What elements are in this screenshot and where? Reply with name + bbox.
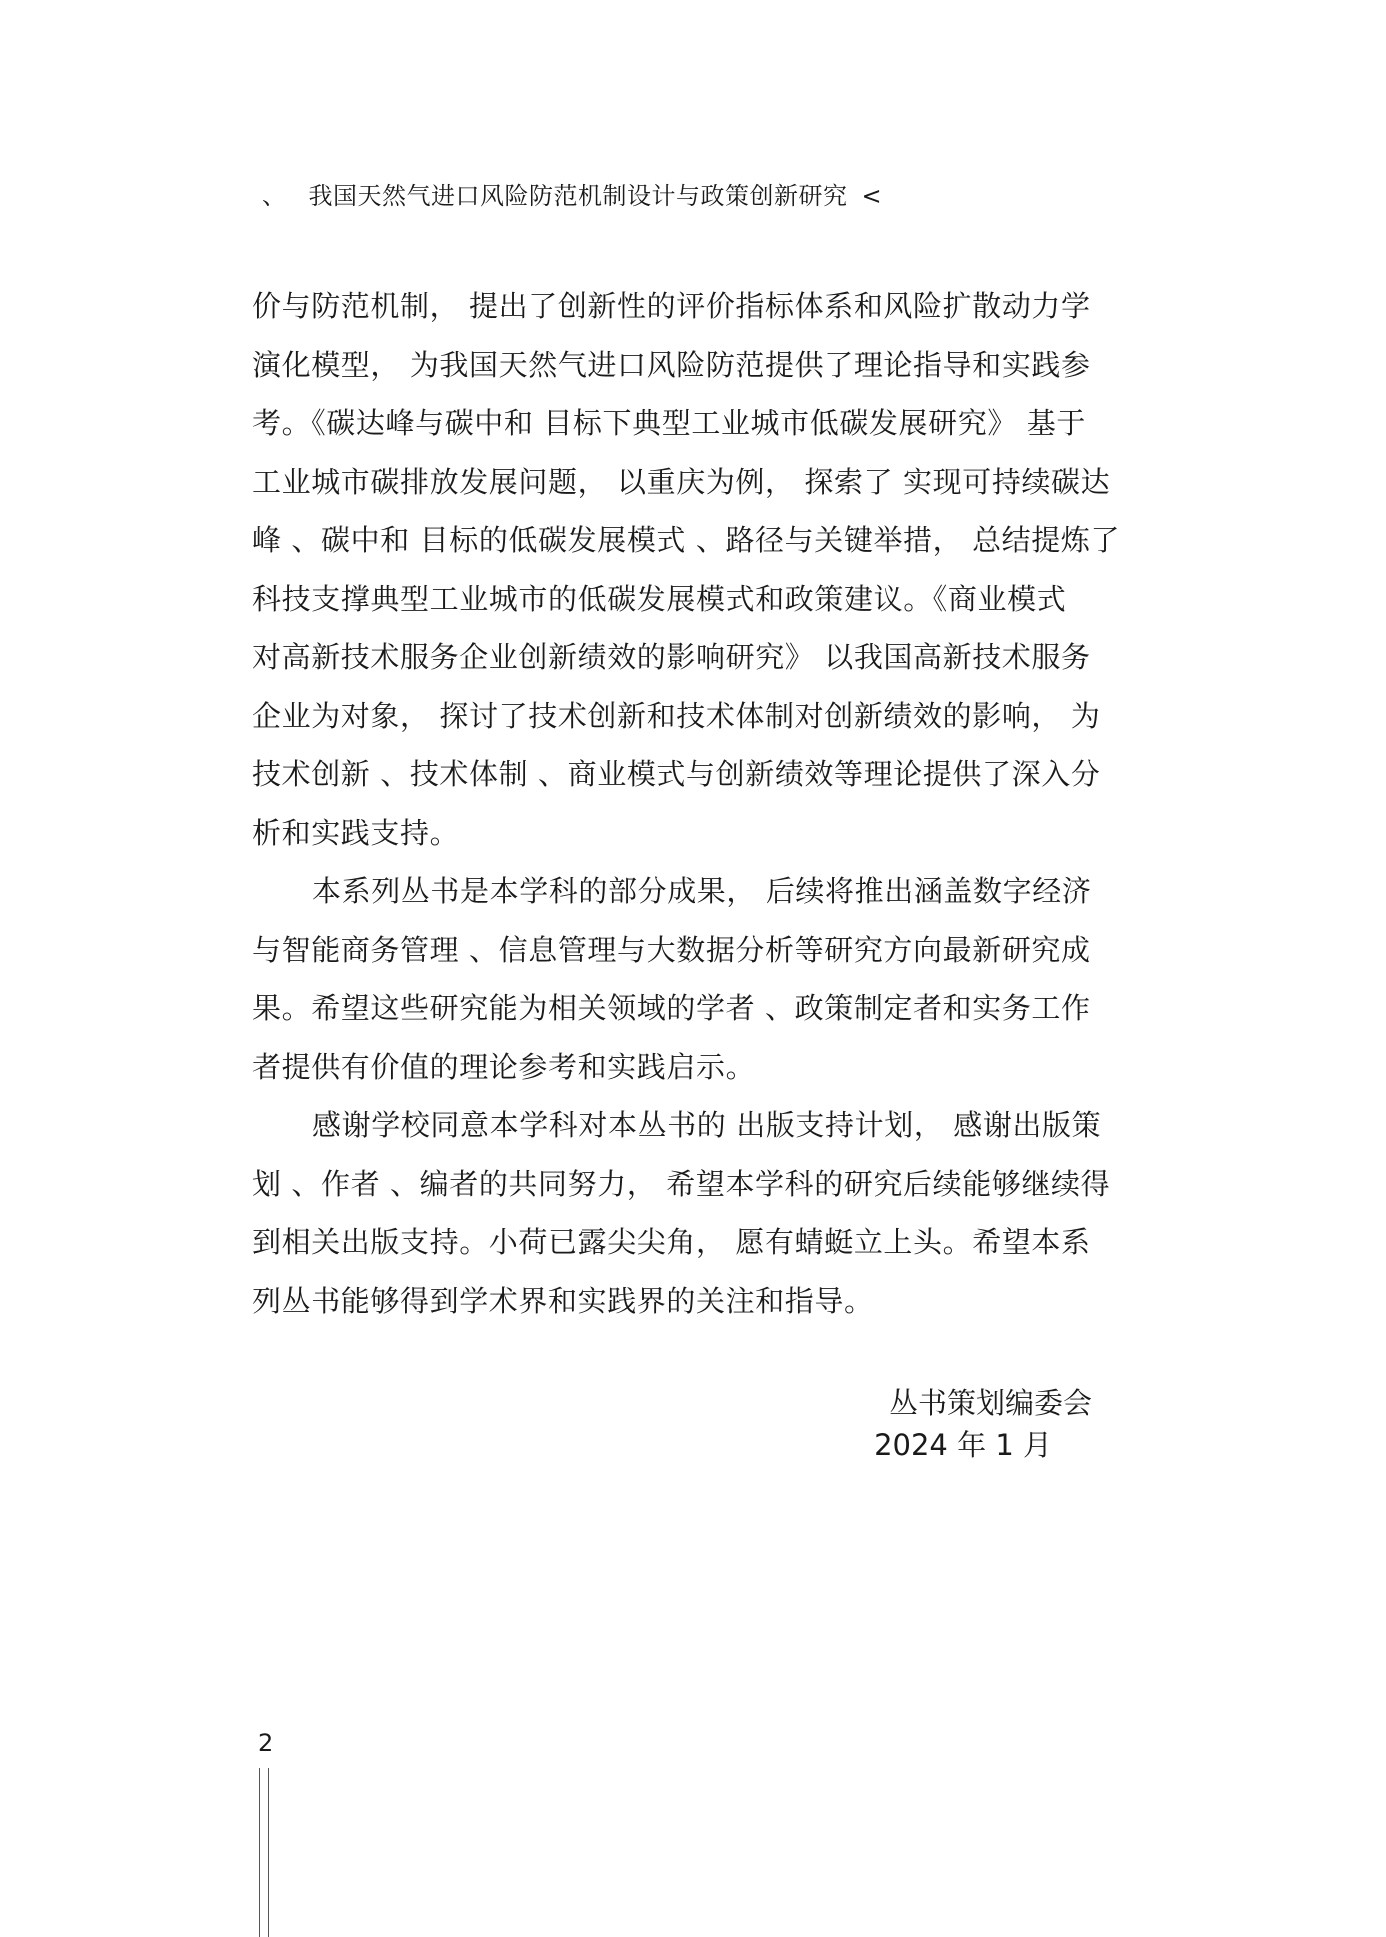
signature-org: 丛书策划编委会 bbox=[888, 1386, 1092, 1420]
signature-date: 2024 年 1 月 bbox=[874, 1428, 1052, 1462]
header-title: 我国天然气进口风险防范机制设计与政策创新研究 bbox=[308, 182, 848, 210]
text-line: 对高新技术服务企业创新绩效的影响研究》 以我国高新技术服务 bbox=[252, 640, 1091, 674]
header-tail: < bbox=[861, 182, 883, 210]
text-line: 到相关出版支持。小荷已露尖尖角， 愿有蜻蜓立上头。希望本系 bbox=[252, 1225, 1091, 1259]
running-header bbox=[262, 180, 882, 212]
page-number: 2 bbox=[258, 1729, 274, 1757]
text-line: 析和实践支持。 bbox=[252, 815, 460, 850]
text-line: 技术创新 、技术体制 、商业模式与创新绩效等理论提供了深入分 bbox=[252, 757, 1101, 791]
text-line: 价与防范机制， 提出了创新性的评价指标体系和风险扩散动力学 bbox=[252, 289, 1091, 323]
header-mark: 、 bbox=[262, 182, 287, 210]
body-text bbox=[252, 277, 1132, 1330]
text-line: 考。《碳达峰与碳中和 目标下典型工业城市低碳发展研究》 基于 bbox=[252, 406, 1086, 440]
text-line: 峰 、碳中和 目标的低碳发展模式 、路径与关键举措， 总结提炼了 bbox=[252, 523, 1121, 557]
text-line: 划 、作者 、编者的共同努力， 希望本学科的研究后续能够继续得 bbox=[252, 1166, 1111, 1201]
signature-block bbox=[800, 1382, 1092, 1466]
text-line: 列丛书能够得到学术界和实践界的关注和指导。 bbox=[252, 1283, 874, 1318]
text-line: 果。希望这些研究能为相关领域的学者 、政策制定者和实务工作 bbox=[252, 991, 1091, 1025]
text-line: 与智能商务管理 、信息管理与大数据分析等研究方向最新研究成 bbox=[252, 932, 1091, 967]
text-line: 工业城市碳排放发展问题， 以重庆为例， 探索了 实现可持续碳达 bbox=[252, 464, 1111, 499]
text-line: 企业为对象， 探讨了技术创新和技术体制对创新绩效的影响， 为 bbox=[252, 698, 1101, 733]
text-line: 演化模型， 为我国天然气进口风险防范提供了理论指导和实践参 bbox=[252, 347, 1091, 382]
margin-rule bbox=[259, 1768, 269, 1937]
paragraph-start-line: 感谢学校同意本学科对本丛书的 出版支持计划， 感谢出版策 bbox=[312, 1108, 1102, 1142]
paragraph-start-line: 本系列丛书是本学科的部分成果， 后续将推出涵盖数字经济 bbox=[312, 874, 1092, 908]
text-line: 者提供有价值的理论参考和实践启示。 bbox=[252, 1049, 756, 1084]
text-line: 科技支撑典型工业城市的低碳发展模式和政策建议。《商业模式 bbox=[252, 581, 1067, 616]
